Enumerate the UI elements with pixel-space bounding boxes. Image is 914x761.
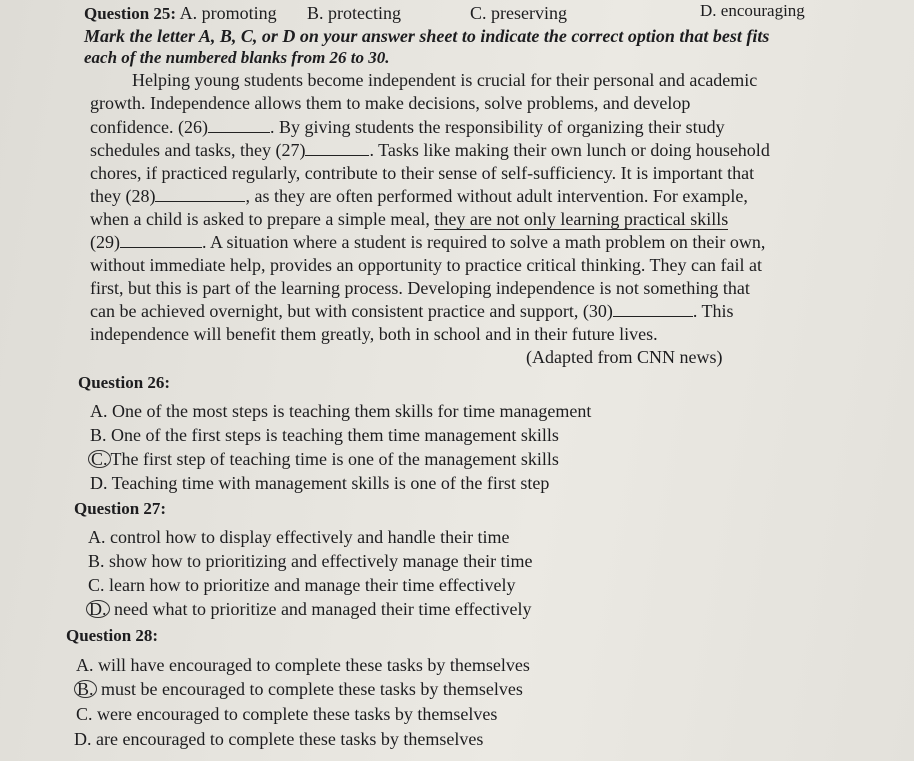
blank-29: [120, 233, 202, 248]
passage-line-11: [90, 300, 734, 322]
q25-option-b: B. protecting: [307, 3, 401, 23]
q28-option-d: D. are encouraged to complete these tasks by themselves: [74, 729, 484, 749]
passage-text: . A situation where a student is required to solve a math problem on their own,: [202, 232, 766, 252]
question-26-label: Question 26:: [78, 373, 171, 392]
passage-line-10: first, but this is part of the learning process. Developing independence is not something that: [90, 278, 750, 298]
passage-line-8: [90, 231, 765, 253]
passage-line-12: independence will benefit them greatly, both in school and in their future lives.: [90, 324, 658, 344]
q28-option-b-text: must be encouraged to complete these tasks by themselves: [101, 679, 523, 699]
q26-option-b: B. One of the first steps is teaching them time management skills: [90, 425, 559, 445]
passage-line-4: [90, 139, 770, 161]
q26-option-a: A. One of the most steps is teaching them skills for time management: [90, 401, 592, 421]
blank-28: [155, 187, 245, 202]
passage-text: . This: [692, 301, 734, 321]
passage-line-5: chores, if practiced regularly, contribute to their sense of self-sufficiency. It is important that: [90, 163, 755, 183]
q27-option-b: B. show how to prioritizing and effectively manage their time: [88, 551, 533, 571]
q28-answer-circle: B.: [74, 680, 97, 698]
instruction-line-1: Mark the letter A, B, C, or D on your answer sheet to indicate the correct option that best fits: [84, 26, 770, 46]
passage-line-3: [90, 116, 725, 138]
question-25-row: [84, 2, 277, 25]
passage-line-6: [90, 185, 748, 207]
q27-answer-circle: D.: [86, 600, 110, 618]
passage-source: (Adapted from CNN news): [526, 347, 723, 367]
passage-text: (29): [90, 232, 120, 252]
passage-text: . By giving students the responsibility of organizing their study: [269, 117, 725, 137]
blank-30: [613, 302, 693, 317]
question-27-label: Question 27:: [74, 499, 167, 518]
passage-line-7: [90, 208, 728, 230]
passage-text: when a child is asked to prepare a simple meal,: [90, 209, 430, 229]
q27-option-c: C. learn how to prioritize and manage their time effectively: [88, 575, 516, 595]
blank-26: [208, 118, 270, 133]
q26-option-c-text: The first step of teaching time is one of the management skills: [110, 449, 559, 469]
passage-line-9: without immediate help, provides an opportunity to practice critical thinking. They can fail at: [90, 255, 762, 275]
q28-option-c: C. were encouraged to complete these tasks by themselves: [76, 704, 498, 724]
q26-option-d: D. Teaching time with management skills is one of the first step: [90, 473, 550, 493]
q25-option-d-text: encouraging: [720, 1, 805, 20]
q25-option-c: C. preserving: [470, 3, 567, 23]
q26-answer-circle: C.: [88, 450, 111, 468]
passage-text: , as they are often performed without adult intervention. For example,: [245, 186, 748, 206]
question-25-label: Question 25:: [84, 4, 177, 23]
instruction-line-2: each of the numbered blanks from 26 to 30.: [84, 48, 390, 67]
q28-option-b: [74, 678, 523, 700]
passage-text: schedules and tasks, they (27): [90, 140, 306, 160]
passage-text: can be achieved overnight, but with consistent practice and support, (30): [90, 301, 613, 321]
passage-text: . Tasks like making their own lunch or doing household: [369, 140, 770, 160]
q26-option-c: [88, 448, 559, 470]
passage-line-1: Helping young students become independent is crucial for their personal and academic: [132, 70, 758, 90]
underlined-phrase: they are not only learning practical skills: [434, 209, 729, 229]
passage-line-2: growth. Independence allows them to make decisions, solve problems, and develop: [90, 93, 691, 113]
q28-option-a: A. will have encouraged to complete these tasks by themselves: [76, 655, 530, 675]
q25-option-d-letter: D.: [700, 1, 717, 20]
question-28-label: Question 28:: [66, 626, 159, 645]
passage-text: they (28): [90, 186, 156, 206]
q27-option-d: [86, 598, 532, 620]
q25-option-a: A. promoting: [179, 3, 277, 23]
blank-27: [305, 141, 369, 156]
q27-option-d-text: need what to prioritize and managed their time effectively: [114, 599, 532, 619]
q25-option-d: [700, 0, 805, 22]
q27-option-a: A. control how to display effectively and handle their time: [88, 527, 510, 547]
passage-text: confidence. (26): [90, 117, 208, 137]
